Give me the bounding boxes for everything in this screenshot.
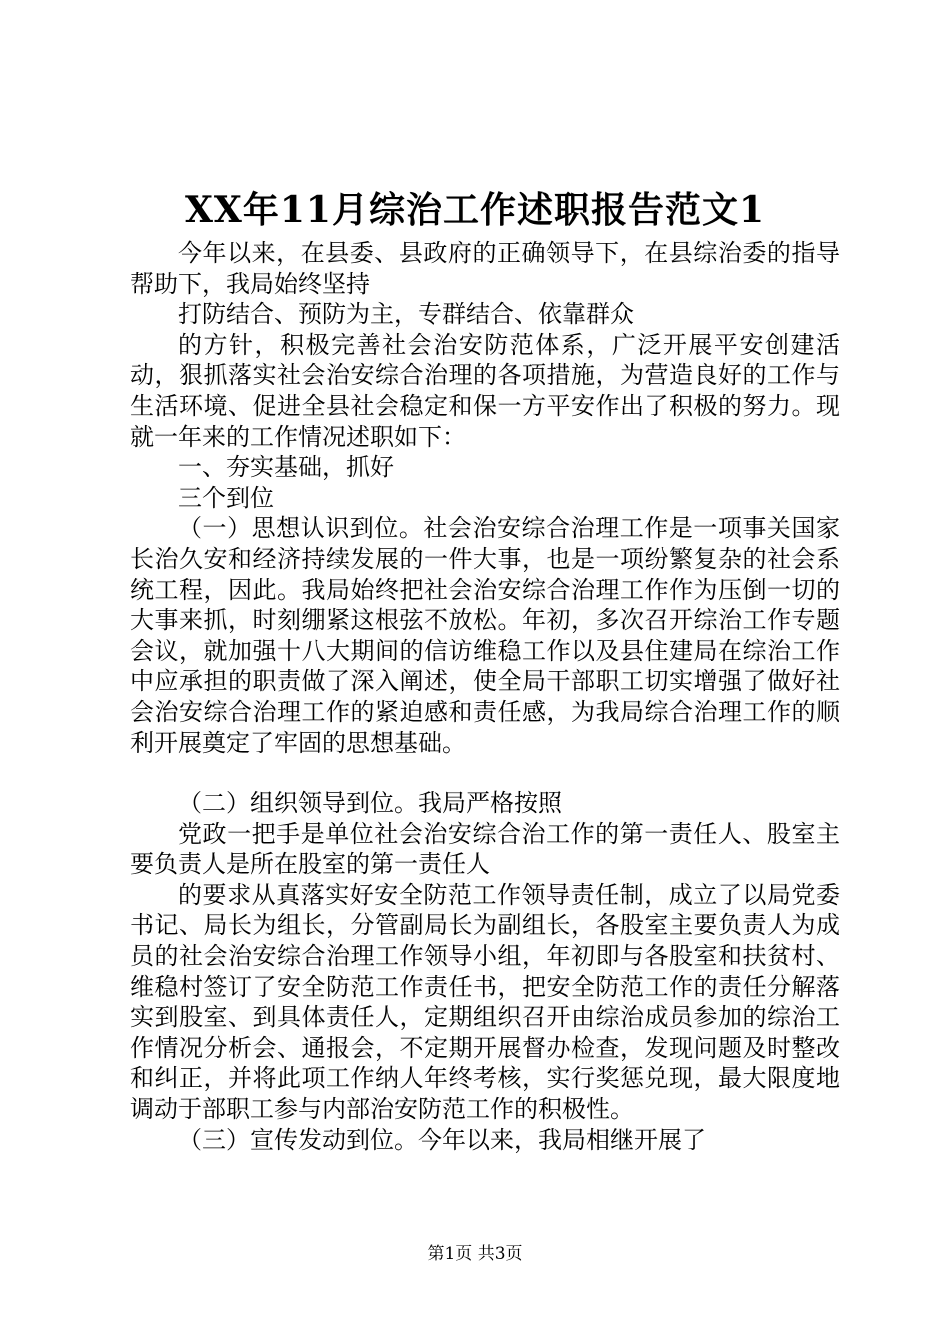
paragraph-policy: 的方针，积极完善社会治安防范体系，广泛开展平安创建活动，狠抓落实社会治安综合治理的各项措施，为营造良好的工作与生活环境、促进全县社会稳定和保一方平安作出了积极的努力。现就一年来的工作情况述职如下： [130, 330, 840, 451]
paragraph-responsibility: 党政一把手是单位社会治安综合治工作的第一责任人、股室主要负责人是所在股室的第一责任人 [130, 819, 840, 879]
paragraph-organization: （二）组织领导到位。我局严格按照 [178, 789, 562, 818]
paragraph-requirements: 的要求从真落实好安全防范工作领导责任制，成立了以局党委书记、局长为组长，分管副局长为副组长，各股室主要负责人为成员的社会治安综合治理工作领导小组，年初即与各股室和扶贫村、维稳村签订了安全防范工作责任书，把安全防范工作的责任分解落实到股室、到具体责任人，定期组织召开由综治成员参加的综治工作情况分析会、通报会，不定期开展督办检查，发现问题及时整改和纠正，并将此项工作纳人年终考核，实行奖惩兑现，最大限度地调动于部职工参与内部治安防范工作的积极性。 [130, 880, 840, 1124]
section-heading-1-cont: 三个到位 [178, 483, 274, 512]
paragraph-publicity: （三）宣传发动到位。今年以来，我局相继开展了 [178, 1125, 706, 1154]
paragraph-principle: 打防结合、预防为主，专群结合、依靠群众 [178, 300, 634, 329]
document-body [130, 238, 840, 1155]
paragraph-intro: 今年以来，在县委、县政府的正确领导下，在县综治委的指导帮助下，我局始终坚持 [130, 239, 840, 298]
document-title: XX年11月综治工作述职报告范文1 [184, 189, 765, 231]
section-heading-1: 一、夯实基础，抓好 [178, 453, 394, 482]
page-footer: 第1页 共3页 [427, 1244, 523, 1264]
paragraph-thought: （一）思想认识到位。社会治安综合治理工作是一项事关国家长治久安和经济持续发展的一件大事，也是一项纷繁复杂的社会系统工程，因此。我局始终把社会治安综合治理工作作为压倒一切的大事来抓，时刻绷紧这根弦不放松。年初，多次召开综治工作专题会议，就加强十八大期间的信访维稳工作以及县住建局在综治工作中应承担的职责做了深入阐述，使全局干部职工切实增强了做好社会治安综合治理工作的紧迫感和责任感，为我局综合治理工作的顺利开展奠定了牢固的思想基础。 [130, 514, 840, 757]
